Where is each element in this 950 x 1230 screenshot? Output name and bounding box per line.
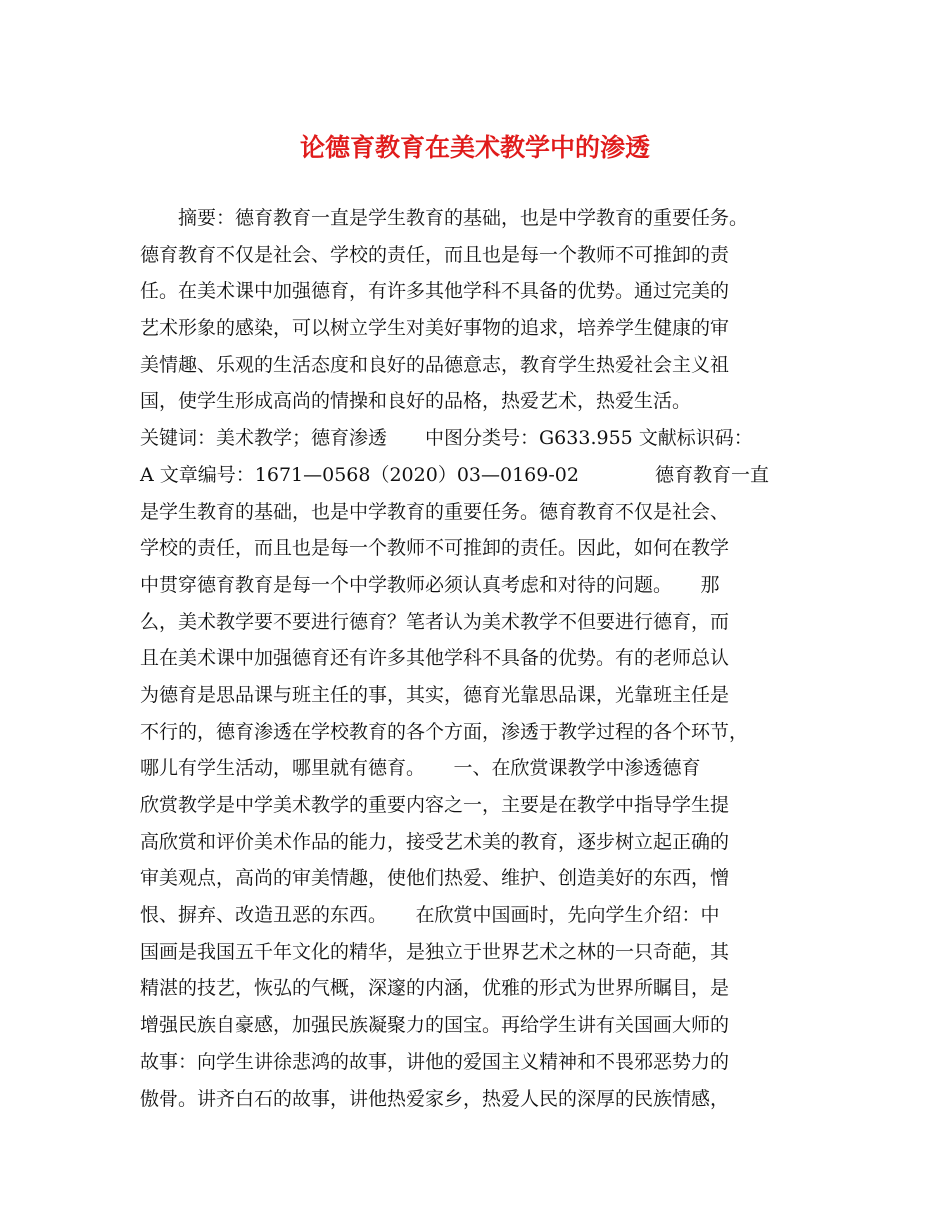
body-line: 国，使学生形成高尚的情操和良好的品格，热爱艺术，热爱生活。 <box>140 390 692 413</box>
body-line: 精湛的技艺，恢弘的气概，深邃的内涵，优雅的形式为世界所瞩目，是 <box>140 977 730 1000</box>
body-line: 且在美术课中加强德育还有许多其他学科不具备的优势。有的老师总认 <box>140 647 730 670</box>
body-line: 欣赏教学是中学美术教学的重要内容之一，主要是在教学中指导学生提 <box>140 794 730 816</box>
body-line: 美情趣、乐观的生活态度和良好的品德意志，教育学生热爱社会主义祖 <box>140 353 730 376</box>
body-line: 审美观点，高尚的审美情趣，使他们热爱、维护、创造美好的东西，憎 <box>140 867 730 890</box>
body-line: 德育教育不仅是社会、学校的责任，而且也是每一个教师不可推卸的责 <box>140 243 730 266</box>
body-line: 艺术形象的感染，可以树立学生对美好事物的追求，培养学生健康的审 <box>140 317 730 340</box>
body-line: 增强民族自豪感，加强民族凝聚力的国宝。再给学生讲有关国画大师的 <box>140 1014 730 1037</box>
body-line: A 文章编号：1671—0568（2020）03—0169-02 德育教育一直 <box>140 463 769 486</box>
document-title: 论德育教育在美术教学中的渗透 <box>299 133 650 162</box>
body-line: 傲骨。讲齐白石的故事，讲他热爱家乡，热爱人民的深厚的民族情感， <box>140 1087 730 1110</box>
body-line: 哪儿有学生活动，哪里就有德育。 一、在欣赏课教学中渗透德育 <box>140 757 701 780</box>
document-body <box>140 200 840 1117</box>
body-line: 国画是我国五千年文化的精华，是独立于世界艺术之林的一只奇葩，其 <box>140 940 730 963</box>
body-line: 关键词：美术教学；德育渗透 中图分类号：G633.955 文献标识码： <box>140 427 753 450</box>
body-line: 为德育是思品课与班主任的事，其实，德育光靠思品课，光靠班主任是 <box>140 683 730 706</box>
body-line: 高欣赏和评价美术作品的能力，接受艺术美的教育，逐步树立起正确的 <box>140 830 730 853</box>
body-line: 学校的责任，而且也是每一个教师不可推卸的责任。因此，如何在教学 <box>140 537 730 560</box>
body-line: 故事：向学生讲徐悲鸿的故事，讲他的爱国主义精神和不畏邪恶势力的 <box>140 1050 730 1073</box>
body-line: 么，美术教学要不要进行德育？笔者认为美术教学不但要进行德育，而 <box>140 610 730 633</box>
body-line: 摘要：德育教育一直是学生教育的基础，也是中学教育的重要任务。 <box>140 207 749 229</box>
body-line: 任。在美术课中加强德育，有许多其他学科不具备的优势。通过完美的 <box>140 280 730 303</box>
body-line: 中贯穿德育教育是每一个中学教师必须认真考虑和对待的问题。 那 <box>140 573 720 596</box>
body-line: 恨、摒弃、改造丑恶的东西。 在欣赏中国画时，先向学生介绍：中 <box>140 904 720 927</box>
body-line: 不行的，德育渗透在学校教育的各个方面，渗透于教学过程的各个环节， <box>140 720 749 743</box>
body-line: 是学生教育的基础，也是中学教育的重要任务。德育教育不仅是社会、 <box>140 500 730 523</box>
